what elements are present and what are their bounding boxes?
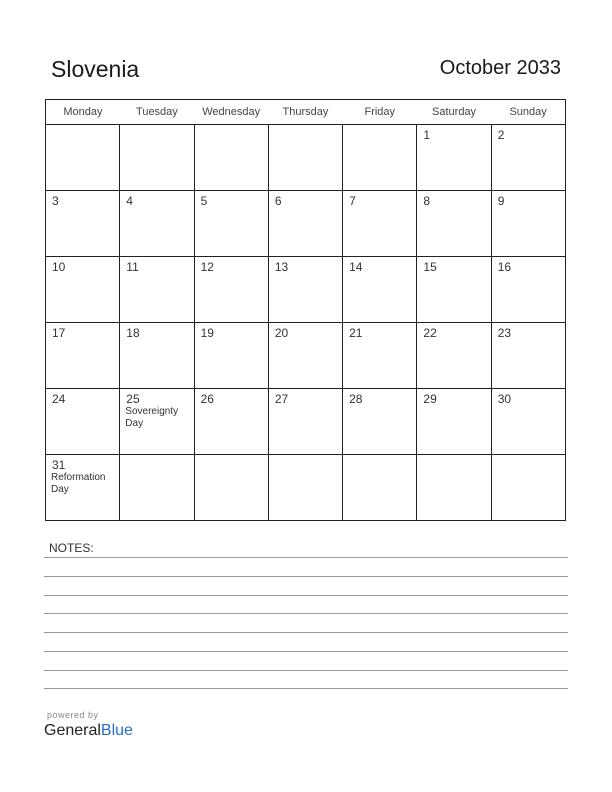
day-number: 29	[423, 392, 437, 406]
day-number: 5	[200, 194, 208, 208]
calendar-day-cell	[268, 125, 342, 191]
day-number: 28	[349, 392, 363, 406]
day-number: 12	[200, 260, 214, 274]
day-number: 8	[423, 194, 431, 208]
notes-line	[44, 632, 568, 633]
calendar-day-cell	[491, 257, 565, 323]
calendar-week-row	[46, 389, 566, 455]
calendar-day-cell	[46, 257, 120, 323]
powered-by-text: powered by	[47, 710, 99, 720]
day-number: 27	[274, 392, 289, 406]
calendar-day-cell	[194, 389, 268, 455]
calendar-day-cell	[417, 389, 491, 455]
day-number: 21	[349, 326, 363, 340]
weekday-saturday: Saturday	[417, 100, 491, 125]
notes-line	[44, 670, 568, 671]
calendar-day-cell	[268, 323, 342, 389]
calendar-day-cell	[268, 257, 342, 323]
calendar-day-cell	[417, 125, 491, 191]
day-number: 19	[200, 326, 214, 340]
holiday-label: Reformation Day	[51, 472, 106, 495]
day-number: 18	[126, 326, 140, 340]
weekday-thursday: Thursday	[268, 100, 342, 125]
day-number: 7	[349, 194, 356, 208]
day-number: 15	[423, 260, 437, 274]
notes-line	[44, 688, 568, 689]
calendar-day-cell	[268, 389, 342, 455]
weekday-wednesday: Wednesday	[194, 100, 268, 125]
calendar-day-cell	[194, 191, 268, 257]
day-number: 6	[274, 194, 282, 208]
notes-label: NOTES:	[49, 541, 94, 555]
day-number: 10	[52, 260, 66, 274]
generalblue-logo	[44, 722, 133, 740]
calendar-day-cell	[343, 257, 417, 323]
calendar-day-cell	[46, 191, 120, 257]
day-number: 3	[52, 194, 59, 208]
month-year-title: October 2033	[439, 57, 561, 79]
calendar-week-row	[46, 257, 566, 323]
calendar-day-cell	[491, 191, 565, 257]
calendar-day-cell	[343, 455, 417, 521]
day-number: 14	[349, 260, 363, 274]
day-number: 13	[274, 260, 289, 274]
day-number: 11	[126, 260, 139, 274]
calendar-day-cell	[120, 191, 194, 257]
weekday-sunday: Sunday	[491, 100, 565, 125]
day-number: 31	[52, 458, 66, 472]
calendar-day-cell	[194, 455, 268, 521]
brand-blue: Blue	[100, 722, 133, 739]
holiday-label: Sovereignty Day	[125, 406, 179, 429]
calendar-day-cell	[343, 389, 417, 455]
calendar-week-row	[46, 191, 566, 257]
day-number: 20	[274, 326, 289, 340]
day-number: 1	[423, 128, 431, 142]
calendar-day-cell	[417, 257, 491, 323]
weekday-friday: Friday	[343, 100, 417, 125]
calendar-day-cell	[268, 455, 342, 521]
day-number: 30	[497, 392, 512, 406]
calendar-day-cell	[120, 323, 194, 389]
notes-line	[44, 595, 568, 596]
day-number: 17	[52, 326, 66, 340]
calendar-day-cell	[46, 455, 120, 521]
calendar-day-cell	[491, 323, 565, 389]
notes-line	[44, 613, 568, 614]
calendar-day-cell	[194, 323, 268, 389]
calendar-week-row	[46, 455, 566, 521]
calendar-day-cell	[417, 191, 491, 257]
day-number: 25	[126, 392, 140, 406]
brand-general: General	[44, 722, 101, 739]
day-number: 9	[497, 194, 505, 208]
day-number: 23	[497, 326, 512, 340]
calendar-day-cell	[120, 257, 194, 323]
calendar-week-row	[46, 323, 566, 389]
calendar-day-cell	[120, 389, 194, 455]
calendar-day-cell	[491, 455, 565, 521]
day-number: 2	[497, 128, 505, 142]
calendar-day-cell	[120, 125, 194, 191]
calendar-day-cell	[491, 389, 565, 455]
day-number: 26	[200, 392, 214, 406]
day-number: 4	[126, 194, 133, 208]
calendar-day-cell	[343, 125, 417, 191]
calendar-day-cell	[268, 191, 342, 257]
calendar-day-cell	[343, 191, 417, 257]
calendar-grid	[45, 99, 566, 521]
calendar-day-cell	[417, 323, 491, 389]
notes-line	[44, 651, 568, 652]
notes-line	[44, 557, 568, 558]
calendar-day-cell	[46, 389, 120, 455]
day-number: 24	[52, 392, 66, 406]
notes-line	[44, 576, 568, 577]
calendar-day-cell	[46, 323, 120, 389]
calendar-day-cell	[120, 455, 194, 521]
day-number: 22	[423, 326, 437, 340]
country-title: Slovenia	[51, 56, 140, 82]
calendar-day-cell	[343, 323, 417, 389]
calendar-day-cell	[491, 125, 565, 191]
calendar-day-cell	[417, 455, 491, 521]
weekday-tuesday: Tuesday	[120, 100, 194, 125]
weekday-monday: Monday	[46, 100, 120, 125]
calendar-day-cell	[194, 125, 268, 191]
weekday-header-row	[46, 100, 566, 125]
calendar-day-cell	[194, 257, 268, 323]
calendar-week-row	[46, 125, 566, 191]
day-number: 16	[497, 260, 512, 274]
calendar-day-cell	[46, 125, 120, 191]
